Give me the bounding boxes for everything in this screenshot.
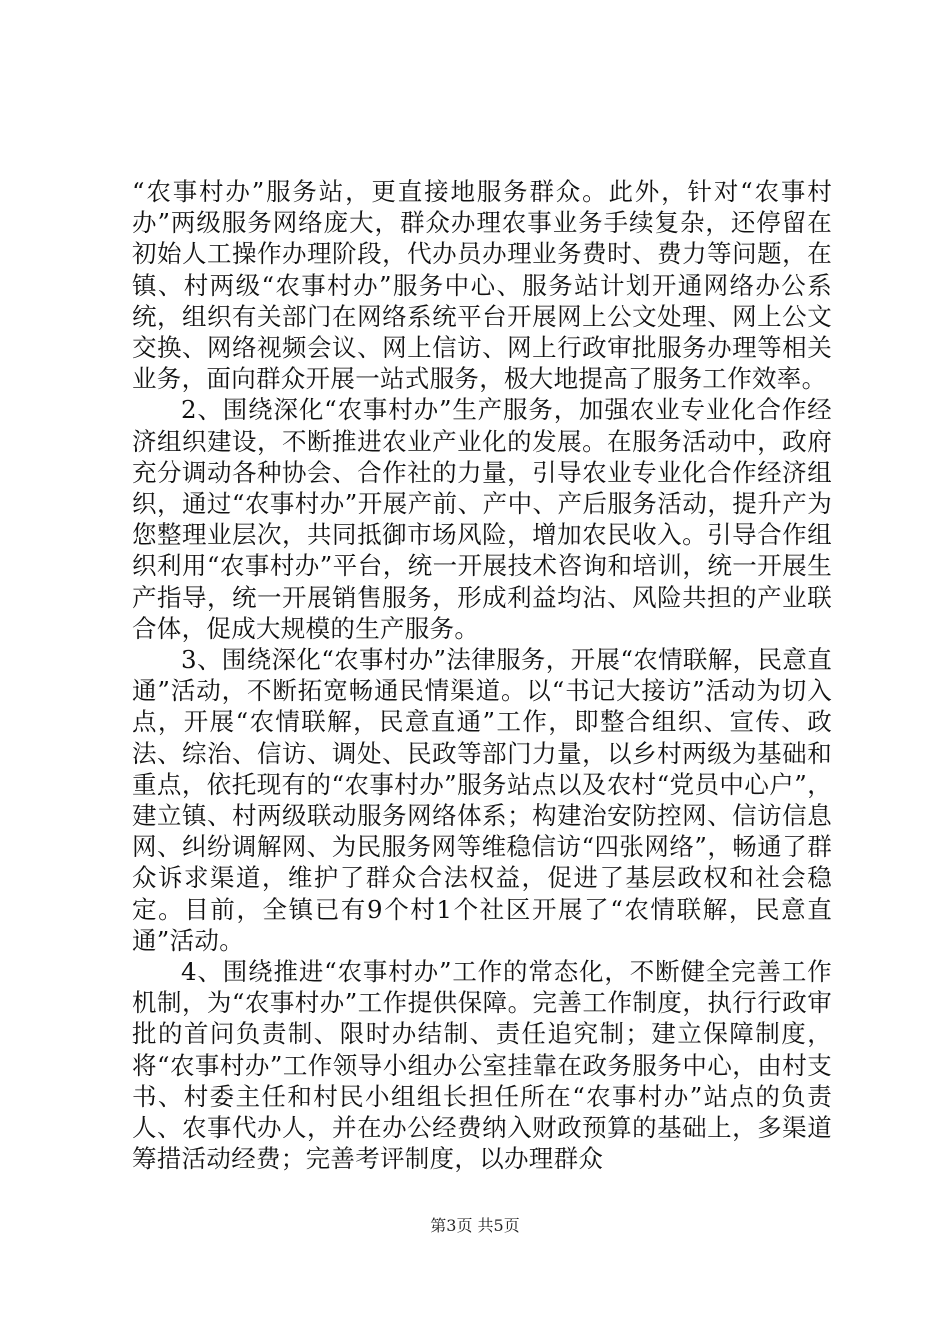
paragraph-2: 2、围绕深化“农事村办”生产服务，加强农业专业化合作经济组织建设，不断推进农业产业化的发展。在服务活动中，政府充分调动各种协会、合作社的力量，引导农业专业化合作经济组织，通过“农事村办”开展产前、产中、产后服务活动，提升产为您整理业层次，共同抵御市场风险，增加农民收入。引导合作组织利用“农事村办”平台，统一开展技术咨询和培训，统一开展生产指导，统一开展销售服务，形成利益均沾、风险共担的产业联合体，促成大规模的生产服务。	[132, 395, 832, 643]
paragraph-1: “农事村办”服务站，更直接地服务群众。此外，针对“农事村办”两级服务网络庞大，群众办理农事业务手续复杂，还停留在初始人工操作办理阶段，代办员办理业务费时、费力等问题，在镇、村两级“农事村办”服务中心、服务站计划开通网络办公系统，组织有关部门在网络系统平台开展网上公文处理、网上公文交换、网络视频会议、网上信访、网上行政审批服务办理等相关业务，面向群众开展一站式服务，极大地提高了服务工作效率。	[132, 177, 833, 394]
paragraph-3: 3、围绕深化“农事村办”法律服务，开展“农情联解，民意直通”活动，不断拓宽畅通民情渠道。以“书记大接访”活动为切入点，开展“农情联解，民意直通”工作，即整合组织、宣传、政法、综治、信访、调处、民政等部门力量，以乡村两级为基础和重点，依托现有的“农事村办”服务站点以及农村“党员中心户”，建立镇、村两级联动服务网络体系；构建治安防控网、信访信息网、纠纷调解网、为民服务网等维稳信访“四张网络”，畅通了群众诉求渠道，维护了群众合法权益，促进了基层政权和社会稳定。目前，全镇已有9个村1个社区开展了“农情联解，民意直通”活动。	[132, 645, 832, 955]
document-body	[132, 176, 832, 1175]
page-number-footer: 第3页 共5页	[430, 1216, 520, 1235]
paragraph-4: 4、围绕推进“农事村办”工作的常态化，不断健全完善工作机制，为“农事村办”工作提供保障。完善工作制度，执行行政审批的首问负责制、限时办结制、责任追究制；建立保障制度，将“农事村办”工作领导小组办公室挂靠在政务服务中心，由村支书、村委主任和村民小组组长担任所在“农事村办”站点的负责人、农事代办人，并在办公经费纳入财政预算的基础上，多渠道筹措活动经费；完善考评制度，以办理群众	[132, 957, 832, 1174]
